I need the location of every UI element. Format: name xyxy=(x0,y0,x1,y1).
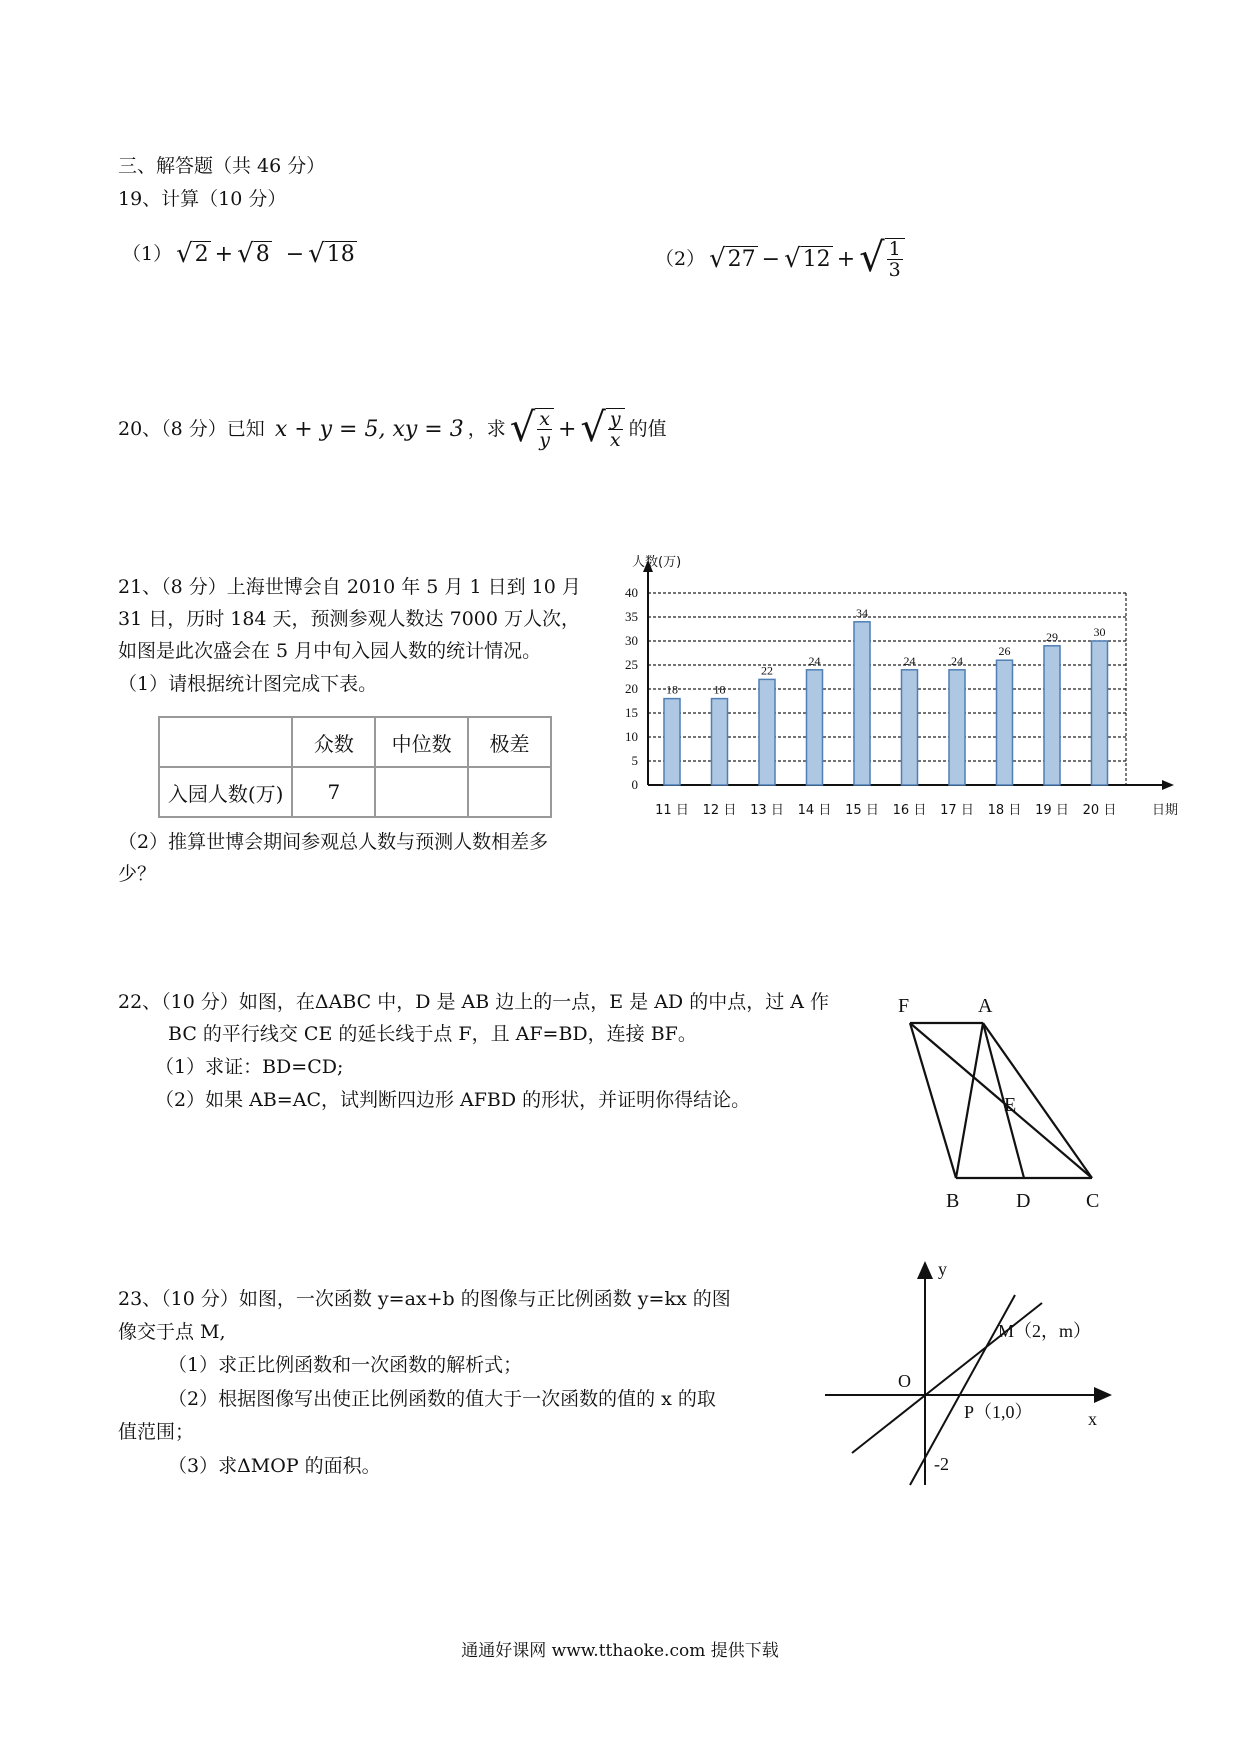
operator: + xyxy=(836,246,856,272)
label-origin: O xyxy=(898,1371,911,1391)
data-label: 24 xyxy=(903,653,916,668)
label-c: C xyxy=(1086,1190,1100,1212)
triangle-figure xyxy=(880,985,1130,1225)
x-tick-label: 17 日 xyxy=(940,803,974,818)
x-axis-label: 日期 xyxy=(1152,803,1179,818)
y-tick-label: 0 xyxy=(631,777,638,792)
x-tick-label: 15 日 xyxy=(845,803,879,818)
sqrt-term: √ 18 xyxy=(308,239,355,269)
table-cell-mode: 7 xyxy=(292,767,375,817)
y-axis-label: 人数(万) xyxy=(632,555,682,570)
bar-chart xyxy=(600,548,1180,818)
x-tick-label: 18 日 xyxy=(987,803,1022,818)
label-neg2: -2 xyxy=(934,1454,949,1474)
data-label: 30 xyxy=(1093,625,1106,639)
bar xyxy=(664,699,680,785)
table-header-median: 中位数 xyxy=(375,717,468,767)
q21-line1: 21、（8 分）上海世博会自 2010 年 5 月 1 日到 10 月 xyxy=(118,576,581,598)
bar xyxy=(759,679,775,785)
operator: + xyxy=(557,416,577,442)
figure-lines xyxy=(910,1023,1092,1178)
section-title: 三、解答题（共 46 分） xyxy=(118,155,326,177)
sqrt-fraction: √ $\frac{1}{3}$ xyxy=(859,238,905,280)
table-header-range: 极差 xyxy=(468,717,551,767)
q20 xyxy=(118,405,667,451)
sqrt-term: √ 27 xyxy=(709,244,756,274)
data-label: 29 xyxy=(1046,629,1058,644)
x-axis-arrow xyxy=(1162,780,1174,790)
data-label: 34 xyxy=(856,605,868,620)
q21-line3: 如图是此次盛会在 5 月中旬入园人数的统计情况。 xyxy=(118,640,542,662)
label-b: B xyxy=(946,1190,960,1212)
label-p: P（1,0） xyxy=(964,1402,1033,1422)
data-label: 22 xyxy=(761,663,773,678)
footer: 通通好课网 www.tthaoke.com 提供下载 xyxy=(461,1641,779,1661)
data-label: 24 xyxy=(951,653,963,668)
q23-part3: （3）求ΔMOP 的面积。 xyxy=(168,1455,381,1477)
y-tick-label: 25 xyxy=(625,657,638,672)
x-tick-label: 16 日 xyxy=(892,803,927,818)
q19-part2-label: （2） xyxy=(655,248,706,270)
operator: + xyxy=(214,241,234,267)
data-label: 18 xyxy=(666,682,678,697)
data-label: 18 xyxy=(713,682,726,697)
bar xyxy=(807,670,823,785)
label-e: E xyxy=(1004,1094,1017,1116)
bar xyxy=(1092,641,1108,785)
x-tick-label: 13 日 xyxy=(750,803,784,818)
bar xyxy=(712,699,728,785)
x-tick-label: 19 日 xyxy=(1035,803,1069,818)
y-tick-label: 5 xyxy=(631,753,638,768)
function-graph xyxy=(820,1255,1120,1495)
label-x: x xyxy=(1088,1409,1097,1429)
q20-suffix: 的值 xyxy=(628,418,667,440)
q19-part2 xyxy=(655,235,905,281)
table-row-label: 入园人数(万) xyxy=(159,767,292,817)
y-tick-label: 20 xyxy=(625,681,638,696)
x-tick-label: 14 日 xyxy=(797,803,832,818)
y-tick-label: 15 xyxy=(625,705,638,720)
sqrt-term: √ 8 xyxy=(237,239,270,269)
q20-condition: x + y = 5, xy = 3 xyxy=(274,416,464,442)
operator: − xyxy=(285,241,305,267)
sqrt-fraction: √ $\frac{x}{y}$ xyxy=(510,408,554,450)
segment-ab xyxy=(956,1023,983,1178)
label-d: D xyxy=(1016,1190,1031,1212)
q19-title: 19、计算（10 分） xyxy=(118,188,287,210)
sqrt-term: √ 2 xyxy=(176,239,209,269)
q22-line2: BC 的平行线交 CE 的延长线于点 F，且 AF=BD，连接 BF。 xyxy=(168,1023,697,1045)
y-tick-label: 35 xyxy=(625,609,638,624)
bar xyxy=(1044,646,1060,785)
segment-fb xyxy=(910,1023,956,1178)
q21-part2-line1: （2）推算世博会期间参观总人数与预测人数相差多 xyxy=(118,831,549,853)
bar xyxy=(854,622,870,785)
label-y: y xyxy=(938,1259,947,1279)
q23-part2-line2: 值范围； xyxy=(118,1421,195,1443)
y-tick-label: 10 xyxy=(625,729,638,744)
table-header-empty xyxy=(159,717,292,767)
y-tick-label: 40 xyxy=(625,585,638,600)
table-header-mode: 众数 xyxy=(292,717,375,767)
operator: − xyxy=(761,246,781,272)
label-m: M（2，m） xyxy=(998,1321,1092,1341)
q22-line1: 22、（10 分）如图，在ΔABC 中，D 是 AB 边上的一点，E 是 AD 的中点，过 A 作 xyxy=(118,991,830,1013)
bar xyxy=(949,670,965,785)
q22-part2: （2）如果 AB=AC，试判断四边形 AFBD 的形状，并证明你得结论。 xyxy=(155,1089,751,1111)
bar xyxy=(902,670,918,785)
x-tick-label: 11 日 xyxy=(655,803,689,818)
q21-part1: （1）请根据统计图完成下表。 xyxy=(118,673,378,695)
q21-part2-line2: 少？ xyxy=(118,863,157,885)
q20-prefix: 20、（8 分）已知 xyxy=(118,418,265,440)
data-label: 24 xyxy=(808,653,821,668)
label-f: F xyxy=(898,995,910,1017)
q23-line1: 23、（10 分）如图，一次函数 y=ax+b 的图像与正比例函数 y=kx 的图 xyxy=(118,1288,731,1310)
q20-ask: ，求 xyxy=(467,418,506,440)
y-tick-label: 30 xyxy=(625,633,638,648)
q23-part2-line1: （2）根据图像写出使正比例函数的值大于一次函数的值的 x 的取 xyxy=(168,1388,716,1410)
q23-line2: 像交于点 M, xyxy=(118,1321,226,1343)
q21-line2: 31 日，历时 184 天，预测参观人数达 7000 万人次， xyxy=(118,608,580,630)
q23-part1: （1）求正比例函数和一次函数的解析式； xyxy=(168,1354,523,1376)
sqrt-fraction: √ $\frac{y}{x}$ xyxy=(580,408,624,450)
q21-table xyxy=(158,716,552,818)
x-tick-label: 12 日 xyxy=(702,803,737,818)
sqrt-term: √ 12 xyxy=(784,244,831,274)
segment-fc xyxy=(910,1023,1092,1178)
bar xyxy=(997,660,1013,785)
x-tick-label: 20 日 xyxy=(1082,803,1117,818)
q19-part1-label: （1） xyxy=(122,243,173,265)
q22-part1: （1）求证：BD=CD; xyxy=(155,1056,344,1078)
table-cell-range xyxy=(468,767,551,817)
data-label: 26 xyxy=(998,644,1011,659)
q19-part1 xyxy=(122,240,357,268)
label-a: A xyxy=(978,995,993,1017)
table-cell-median xyxy=(375,767,468,817)
